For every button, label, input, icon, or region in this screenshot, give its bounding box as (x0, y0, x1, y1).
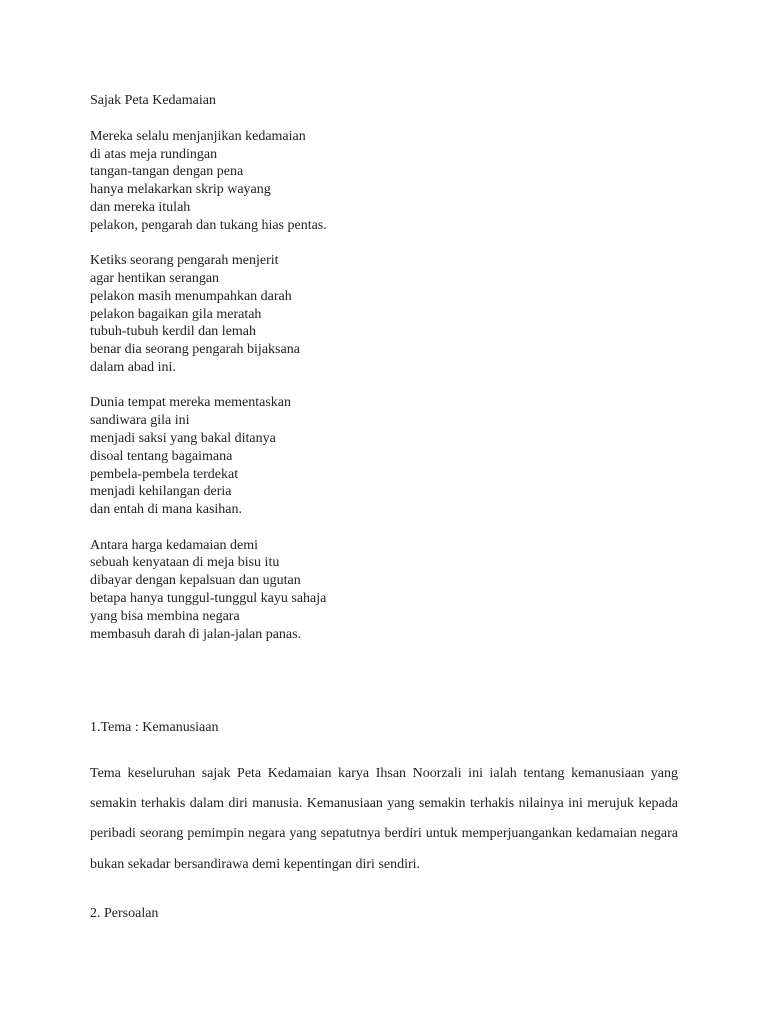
persoalan-heading: 2. Persoalan (90, 906, 159, 921)
poem (90, 92, 690, 661)
poem-title: Sajak Peta Kedamaian (90, 93, 216, 108)
poem-line: Dunia tempat mereka mementaskan (90, 395, 291, 411)
poem-line: di atas meja rundingan (90, 146, 218, 162)
tema-paragraph: Tema keseluruhan sajak Peta Kedamaian karya Ihsan Noorzali ini ialah tentang kemanusiaan yang semakin terhakis dalam diri manusia. Kemanusiaan yang semakin terhakis nilainya ini merujuk kepada peribadi seorang pemimpin negara yang sepatutnya berdiri untuk memperjuangankan kedamaian negara bukan sekadar bersandirawa demi kepentingan diri sendiri. (90, 766, 678, 872)
poem-line: pelakon, pengarah dan tukang hias pentas. (90, 217, 327, 233)
poem-line: dalam abad ini. (90, 359, 176, 375)
poem-line: Ketiks seorang pengarah menjerit (90, 253, 279, 269)
poem-line: pelakon bagaikan gila meratah (90, 306, 262, 322)
stanza-3 (90, 394, 690, 519)
tema-heading: 1.Tema : Kemanusiaan (90, 720, 219, 735)
poem-line: pembela-pembela terdekat (90, 466, 239, 482)
poem-line: Mereka selalu menjanjikan kedamaian (90, 128, 306, 144)
poem-line: Antara harga kedamaian demi (90, 537, 259, 553)
poem-line: disoal tentang bagaimana (90, 448, 233, 464)
poem-line: dan entah di mana kasihan. (90, 502, 243, 518)
stanza-1 (90, 128, 690, 235)
poem-line: yang bisa membina negara (90, 608, 240, 624)
poem-line: menjadi saksi yang bakal ditanya (90, 430, 276, 446)
stanza-2 (90, 252, 690, 377)
poem-line: menjadi kehilangan deria (90, 484, 232, 500)
poem-line: tubuh-tubuh kerdil dan lemah (90, 324, 257, 340)
poem-line: dibayar dengan kepalsuan dan ugutan (90, 573, 301, 589)
poem-line: agar hentikan serangan (90, 270, 220, 286)
poem-line: hanya melakarkan skrip wayang (90, 182, 271, 198)
poem-line: tangan-tangan dengan pena (90, 164, 244, 180)
poem-line: membasuh darah di jalan-jalan panas. (90, 626, 302, 642)
poem-line: sandiwara gila ini (90, 413, 190, 429)
poem-line: pelakon masih menumpahkan darah (90, 288, 292, 304)
poem-line: benar dia seorang pengarah bijaksana (90, 342, 300, 358)
poem-line: dan mereka itulah (90, 199, 191, 215)
stanza-4 (90, 537, 690, 644)
poem-line: sebuah kenyataan di meja bisu itu (90, 555, 280, 571)
poem-line: betapa hanya tunggul-tunggul kayu sahaja (90, 590, 327, 606)
